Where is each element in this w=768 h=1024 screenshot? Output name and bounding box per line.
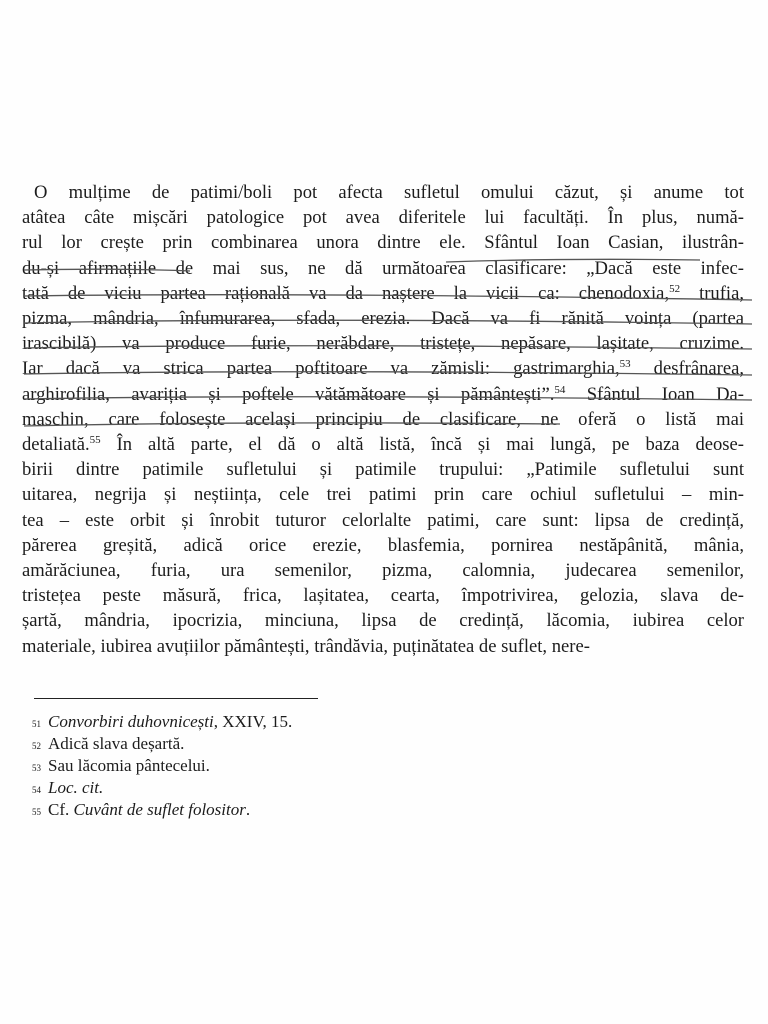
- body-text: [22, 180, 744, 659]
- text-segment: materiale, iubirea avuțiilor pământești, trândăvia, puținătatea de suflet, nere-: [22, 635, 590, 657]
- text-segment: tea – este orbit și înrobit tuturor celorlalte patimi, care sunt: lipsa de credință,: [22, 509, 744, 531]
- text-line: [22, 583, 744, 608]
- text-line: [22, 230, 744, 255]
- text-segment: arghirofilia, avariția și poftele vătămătoare și pământești”.: [22, 383, 555, 405]
- text-segment: trufia,: [680, 282, 744, 304]
- footnote-number: 54: [32, 785, 41, 795]
- text-segment: irascibilă) va produce furie, nerăbdare, tristețe, nepăsare, lașitate, cruzime.: [22, 333, 744, 355]
- footnote-part: Convorbiri duhovnicești: [48, 712, 214, 731]
- text-line: [22, 382, 744, 407]
- footnote-text: [48, 712, 292, 732]
- text-line: [22, 608, 744, 633]
- footnote-number: 53: [32, 763, 41, 773]
- text-segment: du-și afirmațiile de mai sus, ne dă următoarea clasificare: „Dacă este infec-: [22, 257, 744, 279]
- text-segment: Sfântul Ioan Da-: [565, 383, 744, 405]
- footnote: [32, 800, 432, 822]
- footnote-text: [48, 800, 250, 820]
- footnote-reference: 54: [554, 383, 566, 396]
- text-line: [22, 634, 744, 659]
- footnote-rule: [34, 698, 318, 699]
- footnote-reference: 52: [669, 282, 681, 295]
- footnote: [32, 778, 432, 800]
- footnote-part: Loc. cit.: [48, 778, 104, 797]
- text-segment: șartă, mândria, ipocrizia, minciuna, lipsa de credință, lăcomia, iubirea celor: [22, 610, 744, 632]
- footnote-text: [48, 756, 210, 776]
- text-line: [22, 180, 744, 205]
- footnote: [32, 734, 432, 756]
- footnote: [32, 712, 432, 734]
- text-line: [22, 432, 744, 457]
- text-line: [22, 407, 744, 432]
- footnote-number: 55: [32, 807, 41, 817]
- footnote-number: 52: [32, 741, 41, 751]
- text-segment: birii dintre patimile sufletului și patimile trupului: „Patimile sufletului sunt: [22, 459, 744, 481]
- text-line: [22, 508, 744, 533]
- text-segment: amărăciunea, furia, ura semenilor, pizma, calomnia, judecarea semenilor,: [22, 560, 744, 582]
- footnotes: [32, 712, 432, 822]
- text-segment: părerea greșită, adică orice erezie, blasfemia, pornirea nestăpânită, mânia,: [22, 534, 744, 556]
- text-line: [22, 558, 744, 583]
- text-line: [22, 356, 744, 381]
- text-line: [22, 533, 744, 558]
- text-line: [22, 205, 744, 230]
- text-segment: tată de viciu partea rațională va da naștere la vicii ca: chenodoxia,: [22, 282, 670, 304]
- text-segment: maschin, care folosește același principiu de clasificare, ne oferă o listă mai: [22, 408, 744, 430]
- text-segment: atâtea câte mișcări patologice pot avea diferitele lui facultăți. În plus, numă-: [22, 207, 744, 229]
- footnote-reference: 55: [89, 433, 101, 446]
- footnote-number: 51: [32, 719, 41, 729]
- text-segment: În altă parte, el dă o altă listă, încă și mai lungă, pe baza deose-: [100, 434, 744, 456]
- text-line: [22, 281, 744, 306]
- footnote-part: .: [245, 800, 251, 819]
- text-segment: uitarea, negrija și neștiința, cele trei patimi prin care ochiul sufletului – min-: [22, 484, 744, 506]
- text-line: [22, 482, 744, 507]
- text-segment: Iar dacă va strica partea poftitoare va zămisli: gastrimarghia,: [22, 358, 620, 380]
- text-segment: O mulțime de patimi/boli pot afecta sufletul omului căzut, și anume tot: [34, 182, 744, 203]
- footnote-reference: 53: [619, 358, 631, 371]
- text-line: [22, 457, 744, 482]
- footnote-part: , XXIV, 15.: [213, 712, 293, 731]
- footnote-part: Adică slava deșartă.: [48, 734, 185, 753]
- footnote-text: [48, 778, 103, 798]
- text-segment: rul lor crește prin combinarea unora dintre ele. Sfântul Ioan Casian, ilustrân-: [22, 232, 744, 254]
- text-segment: detaliată.: [22, 434, 90, 456]
- footnote-text: [48, 734, 184, 754]
- text-segment: pizma, mândria, înfumurarea, sfada, erezia. Dacă va fi rănită voința (partea: [22, 308, 744, 330]
- footnote-part: Sau lăcomia pântecelui.: [48, 756, 210, 775]
- text-line: [22, 256, 744, 281]
- text-line: [22, 331, 744, 356]
- text-segment: desfrânarea,: [630, 358, 744, 380]
- text-line: [22, 306, 744, 331]
- footnote-part: Cf.: [48, 800, 74, 819]
- footnote: [32, 756, 432, 778]
- text-segment: tristețea peste măsură, frica, lașitatea, cearta, împotrivirea, gelozia, slava de-: [22, 585, 744, 607]
- footnote-part: Cuvânt de suflet folositor: [73, 800, 246, 819]
